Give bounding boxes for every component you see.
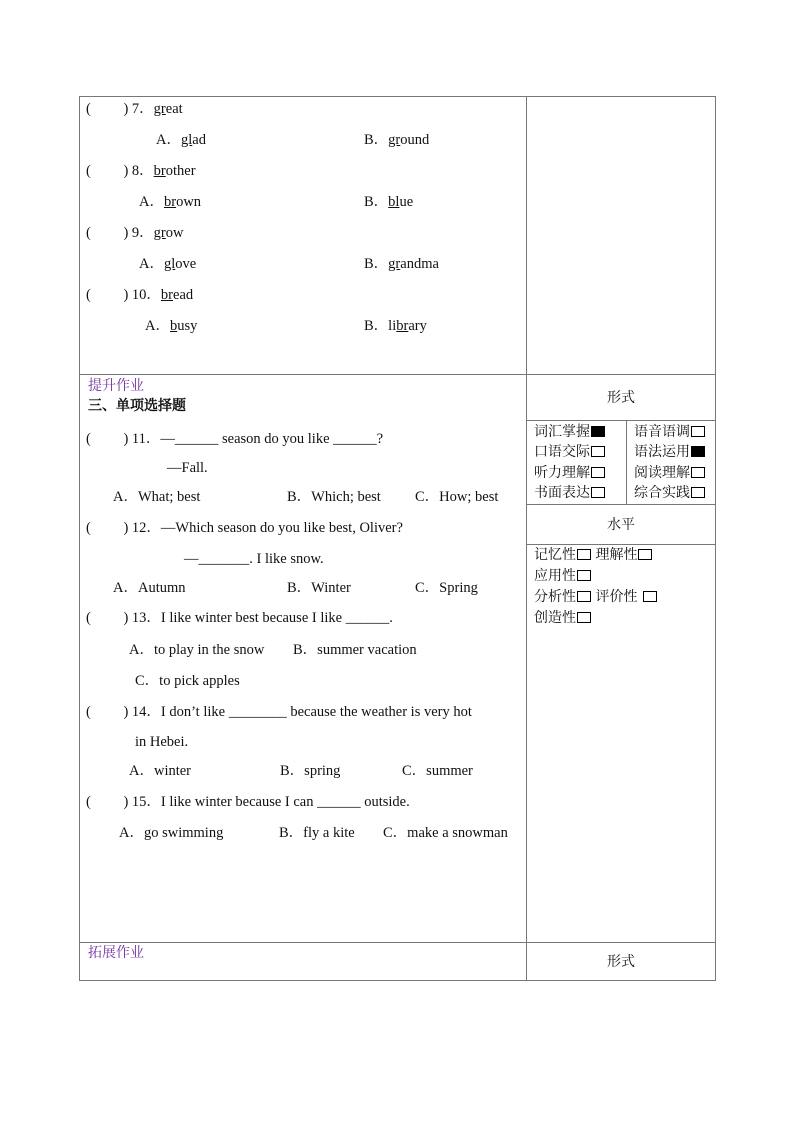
q11-option-b: B．Which; best: [287, 489, 381, 505]
improvement-homework-cell: [80, 375, 527, 943]
q14-continued: in Hebei.: [135, 734, 189, 750]
q14-option-c: C．summer: [402, 763, 473, 779]
q13-option-a: A．to play in the snow: [129, 642, 265, 658]
q12-option-a: A．Autumn: [113, 580, 186, 596]
understanding-checkbox[interactable]: [638, 549, 652, 560]
section-subheading: 三、单项选择题: [88, 398, 186, 414]
grammar-checkbox[interactable]: [691, 446, 705, 457]
q12-option-b: B．Winter: [287, 580, 351, 596]
q10-option-b: B．library: [364, 318, 427, 334]
form-item-vocab: 词汇掌握: [534, 423, 605, 441]
homework-table: [79, 96, 716, 981]
question-9: ( ) 9．grow: [86, 225, 184, 241]
q7-option-a: A．glad: [156, 132, 206, 148]
creativity-checkbox[interactable]: [577, 612, 591, 623]
form-item-reading: 阅读理解: [634, 464, 705, 482]
q15-option-b: B．fly a kite: [279, 825, 355, 841]
question-8: ( ) 8．brother: [86, 163, 196, 179]
phonics-checkbox[interactable]: [691, 426, 705, 437]
question-12: ( ) 12．—Which season do you like best, Oliver?: [86, 520, 403, 536]
form-item-listening: 听力理解: [534, 464, 605, 482]
q12-answer: —_______. I like snow.: [184, 551, 324, 567]
extension-homework-cell: [80, 943, 527, 981]
q9-option-b: B．grandma: [364, 256, 439, 272]
q15-option-c: C．make a snowman: [383, 825, 508, 841]
vocab-checkbox[interactable]: [591, 426, 605, 437]
reading-checkbox[interactable]: [691, 467, 705, 478]
application-checkbox[interactable]: [577, 570, 591, 581]
section-heading-extension: 拓展作业: [88, 945, 144, 961]
extension-form-title: 形式: [607, 954, 635, 970]
form-item-grammar: 语法运用: [634, 443, 705, 461]
empty-side-cell: [527, 97, 716, 375]
q7-option-b: B．ground: [364, 132, 430, 148]
q11-answer: —Fall.: [167, 460, 208, 476]
level-title: 水平: [607, 517, 635, 533]
form-item-phonics: 语音语调: [634, 423, 705, 441]
q14-option-a: A．winter: [129, 763, 192, 779]
analysis-checkbox[interactable]: [577, 591, 591, 602]
question-14: ( ) 14．I don’t like ________ because the weather is very hot: [86, 704, 472, 720]
q8-option-a: A．brown: [139, 194, 202, 210]
form-item-writing: 书面表达: [534, 484, 605, 502]
q15-option-a: A．go swimming: [119, 825, 224, 841]
level-item-application: 应用性: [534, 567, 591, 585]
section-heading-improvement: 提升作业: [88, 378, 144, 394]
q13-option-b: B．summer vacation: [293, 642, 417, 658]
q9-option-a: A．glove: [139, 256, 197, 272]
q13-option-c: C．to pick apples: [135, 673, 240, 689]
level-item-analysis: 分析性 评价性: [534, 588, 657, 606]
question-10: ( ) 10．bread: [86, 287, 194, 303]
level-item-memory: 记忆性 理解性: [534, 546, 652, 564]
assessment-cell: [527, 375, 716, 943]
listening-checkbox[interactable]: [591, 467, 605, 478]
q14-option-b: B．spring: [280, 763, 341, 779]
memory-checkbox[interactable]: [577, 549, 591, 560]
form-item-practice: 综合实践: [634, 484, 705, 502]
question-13: ( ) 13．I like winter best because I like ______.: [86, 610, 393, 626]
practice-checkbox[interactable]: [691, 487, 705, 498]
question-11: ( ) 11．—______ season do you like ______?: [86, 431, 384, 447]
form-item-oral: 口语交际: [534, 443, 605, 461]
extension-form-cell: [527, 943, 716, 981]
q12-option-c: C．Spring: [415, 580, 478, 596]
question-7: ( ) 7．great: [86, 101, 183, 117]
form-title: 形式: [607, 390, 635, 406]
q8-option-b: B．blue: [364, 194, 414, 210]
q11-option-c: C．How; best: [415, 489, 499, 505]
evaluation-checkbox[interactable]: [643, 591, 657, 602]
question-15: ( ) 15．I like winter because I can ______ outside.: [86, 794, 410, 810]
phonics-questions-cell: [80, 97, 527, 375]
level-item-creativity: 创造性: [534, 609, 591, 627]
oral-checkbox[interactable]: [591, 446, 605, 457]
q10-option-a: A．busy: [145, 318, 198, 334]
writing-checkbox[interactable]: [591, 487, 605, 498]
q11-option-a: A．What; best: [113, 489, 201, 505]
